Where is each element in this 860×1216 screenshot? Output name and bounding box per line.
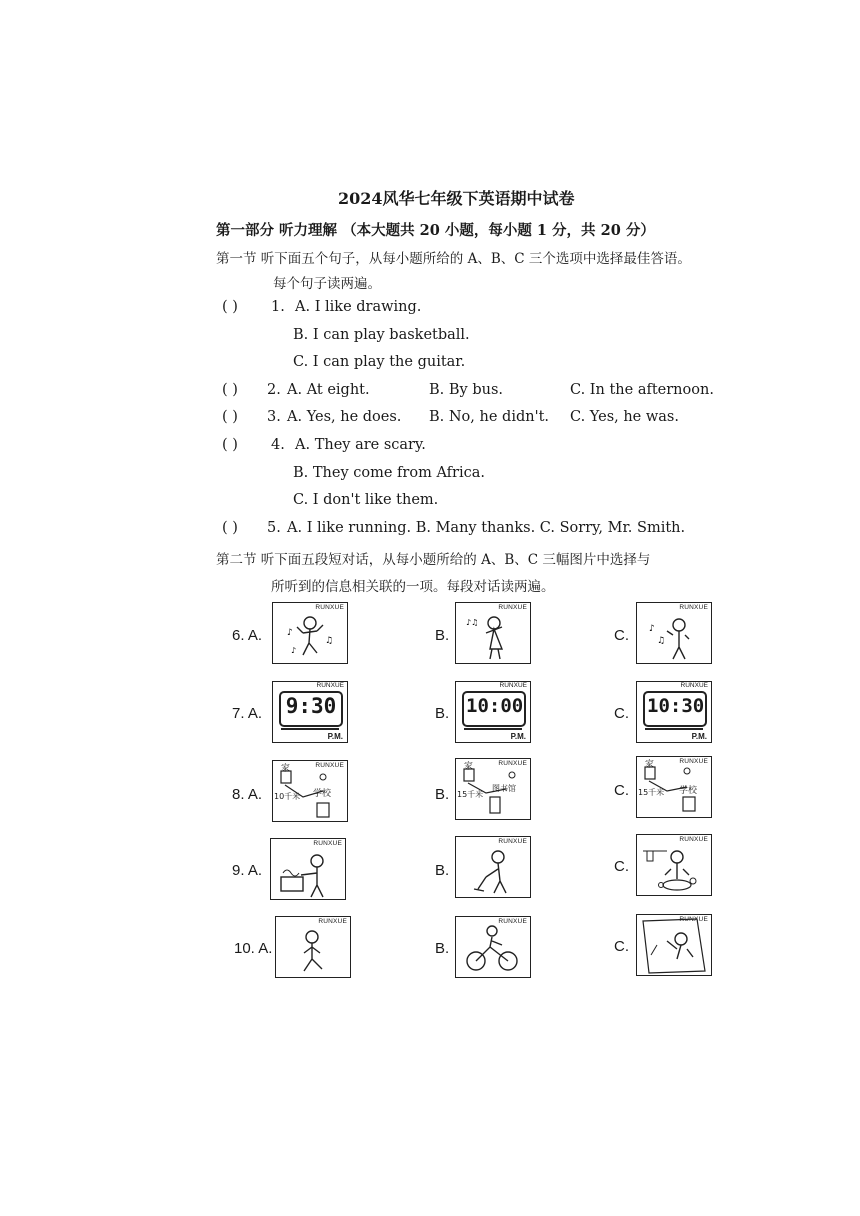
svg-text:♪♫: ♪♫ (466, 618, 479, 627)
watermark: RUNXUE (498, 838, 527, 845)
watermark: RUNXUE (680, 682, 708, 689)
option-b: B. No, he didn't. (429, 409, 550, 425)
q9-c-label: C. (614, 858, 629, 875)
svg-text:♪: ♪ (287, 628, 293, 638)
sweeping-floor-icon (456, 837, 530, 897)
q7-option-b-image[interactable] (455, 681, 531, 743)
clock-base (281, 728, 339, 734)
q9-option-b-image[interactable] (455, 836, 531, 898)
section2-note: 所听到的信息相关联的一项。每段对话读两遍。 (271, 579, 555, 595)
girl-dancing-icon (273, 603, 347, 663)
option-a: A. I like drawing. (295, 299, 422, 315)
q8-option-b-image[interactable] (455, 758, 531, 820)
clock-face (643, 691, 707, 727)
q9-option-c-image[interactable] (636, 834, 712, 896)
q7-label: 7. A. (232, 705, 263, 722)
watermark: RUNXUE (318, 918, 347, 925)
svg-text:♫: ♫ (325, 636, 334, 646)
svg-text:♪: ♪ (649, 624, 655, 634)
question-number: 3. (267, 409, 281, 425)
watermark: RUNXUE (315, 762, 344, 769)
watermark: RUNXUE (498, 760, 527, 767)
distance-label: 15千米 (457, 790, 484, 799)
q10-option-b-image[interactable] (455, 916, 531, 978)
place-label: 学校 (313, 789, 332, 799)
q6-b-label: B. (435, 627, 450, 644)
washing-clothes-icon (637, 835, 711, 895)
part1-heading: 第一部分 听力理解 （本大题共 20 小题，每小题 1 分，共 20 分） (216, 222, 655, 239)
q7-c-label: C. (614, 705, 629, 722)
clock-face (279, 691, 343, 727)
q6-label: 6. A. (232, 627, 263, 644)
distance-label: 15千米 (638, 788, 665, 797)
option-b: B. I can play basketball. (293, 327, 470, 343)
question-number: 5. (267, 520, 281, 536)
q10-b-label: B. (435, 940, 450, 957)
clock-time: 10:00 (466, 695, 524, 717)
clock-time: 10:30 (647, 695, 705, 717)
home-label: 家 (281, 764, 291, 774)
girl-playing-violin-icon (456, 603, 530, 663)
page-title: 2024风华七年级下英语期中试卷 (338, 189, 575, 208)
q6-c-label: C. (614, 627, 629, 644)
boy-riding-bike-icon (456, 917, 530, 977)
q6-option-c-image[interactable] (636, 602, 712, 664)
q8-b-label: B. (435, 786, 450, 803)
distance-label: 10千米 (274, 792, 301, 801)
watermark: RUNXUE (315, 604, 344, 611)
place-label: 学校 (679, 786, 698, 796)
watermark: RUNXUE (679, 604, 708, 611)
watermark: RUNXUE (499, 682, 527, 689)
clock-pm: P.M. (327, 732, 343, 741)
clock-base (464, 728, 522, 734)
svg-text:♫: ♫ (657, 636, 666, 646)
q9-b-label: B. (435, 862, 450, 879)
watermark: RUNXUE (316, 682, 344, 689)
section1-heading: 第一节 听下面五个句子，从每小题所给的 A、B、C 三个选项中选择最佳答语。 (216, 251, 691, 267)
q10-c-label: C. (614, 938, 629, 955)
q8-c-label: C. (614, 782, 629, 799)
clock-pm: P.M. (510, 732, 526, 741)
clock-pm: P.M. (691, 732, 707, 741)
option-a: A. Yes, he does. (287, 409, 402, 425)
section2-heading: 第二节 听下面五段短对话，从每小题所给的 A、B、C 三幅图片中选择与 (216, 552, 651, 568)
option-a: A. They are scary. (295, 437, 426, 453)
q7-option-a-image[interactable] (272, 681, 348, 743)
boy-running-icon (276, 917, 350, 977)
girl-singing-icon (637, 603, 711, 663)
option-c: C. I can play the guitar. (293, 354, 466, 370)
clock-base (645, 728, 703, 734)
boy-swimming-icon (637, 915, 711, 975)
option-a: A. At eight. (287, 382, 370, 398)
answer-blank[interactable]: ( ) (222, 437, 238, 453)
q10-option-c-image[interactable] (636, 914, 712, 976)
q8-option-c-image[interactable] (636, 756, 712, 818)
watermark: RUNXUE (679, 836, 708, 843)
option-c: C. Yes, he was. (570, 409, 679, 425)
question-number: 1. (271, 299, 285, 315)
option-c: C. In the afternoon. (570, 382, 714, 398)
q8-option-a-image[interactable] (272, 760, 348, 822)
watermark: RUNXUE (498, 918, 527, 925)
option-b: B. By bus. (429, 382, 504, 398)
question-options: A. I like running. B. Many thanks. C. Sorry, Mr. Smith. (287, 520, 686, 536)
answer-blank[interactable]: ( ) (222, 520, 238, 536)
clock-time: 9:30 (285, 694, 337, 718)
watermark: RUNXUE (679, 758, 708, 765)
home-label: 家 (645, 760, 655, 770)
q6-option-b-image[interactable] (455, 602, 531, 664)
q10-option-a-image[interactable] (275, 916, 351, 978)
cooking-icon (271, 839, 345, 899)
q10-label: 10. A. (234, 940, 273, 957)
answer-blank[interactable]: ( ) (222, 299, 238, 315)
q9-option-a-image[interactable] (270, 838, 346, 900)
question-number: 2. (267, 382, 281, 398)
watermark: RUNXUE (498, 604, 527, 611)
option-b: B. They come from Africa. (293, 465, 485, 481)
watermark: RUNXUE (679, 916, 708, 923)
svg-text:♪: ♪ (291, 646, 297, 655)
q9-label: 9. A. (232, 862, 263, 879)
answer-blank[interactable]: ( ) (222, 382, 238, 398)
section1-note: 每个句子读两遍。 (273, 276, 381, 292)
watermark: RUNXUE (313, 840, 342, 847)
question-number: 4. (271, 437, 285, 453)
q8-label: 8. A. (232, 786, 263, 803)
q7-option-c-image[interactable] (636, 681, 712, 743)
option-c: C. I don't like them. (293, 492, 439, 508)
clock-face (462, 691, 526, 727)
q7-b-label: B. (435, 705, 450, 722)
q6-option-a-image[interactable] (272, 602, 348, 664)
home-label: 家 (464, 762, 474, 772)
place-label: 图书馆 (492, 784, 516, 793)
answer-blank[interactable]: ( ) (222, 409, 238, 425)
